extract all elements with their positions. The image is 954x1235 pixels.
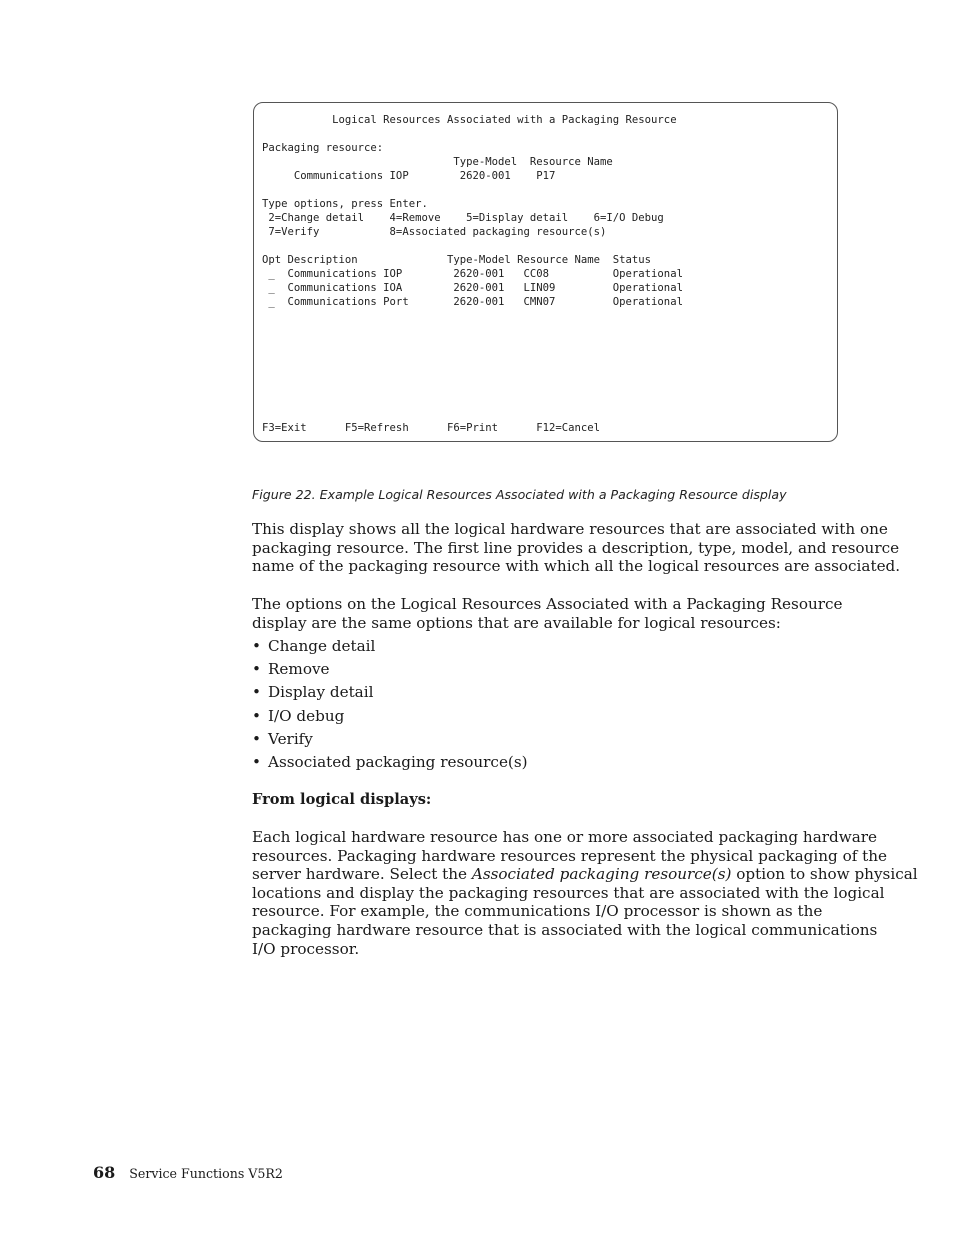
screen-title: Logical Resources Associated with a Packaging Resource xyxy=(262,114,677,126)
screen-line: Communications IOP 2620-001 P17 xyxy=(262,170,556,182)
list-item: • Change detail xyxy=(252,637,376,655)
screen-line: 2=Change detail 4=Remove 5=Display detail 6=I/O Debug xyxy=(262,212,664,224)
text-line: The options on the Logical Resources Associated with a Packaging Resource xyxy=(252,595,843,613)
function-keys: F3=Exit F5=Refresh F6=Print F12=Cancel xyxy=(262,422,601,434)
list-item: • Associated packaging resource(s) xyxy=(252,752,528,771)
table-row[interactable]: _ Communications IOA 2620-001 LIN09 Operational xyxy=(262,282,683,294)
footer-title: Service Functions V5R2 xyxy=(129,1166,283,1181)
option-name: Associated packaging resource(s) xyxy=(471,865,732,884)
text-line: This display shows all the logical hardware resources that are associated with one xyxy=(252,520,888,538)
list-item: • Remove xyxy=(252,660,330,679)
text-line: locations and display the packaging resources that are associated with the logical xyxy=(252,883,885,902)
list-item: • Display detail xyxy=(252,683,374,702)
text-line: I/O processor. xyxy=(252,939,360,958)
list-item: • I/O debug xyxy=(252,706,345,725)
screen-line: Type options, press Enter. xyxy=(262,198,428,210)
options-list xyxy=(252,636,528,775)
text-line: server hardware. Select the Associated packaging resource(s) option to show physical xyxy=(252,865,918,884)
text-line: resource. For example, the communications I/O processor is shown as the xyxy=(252,902,823,921)
text-line: packaging resource. The first line provides a description, type, model, and resource xyxy=(252,538,900,557)
screen-line: Packaging resource: xyxy=(262,142,384,154)
text-line: packaging hardware resource that is associated with the logical communications xyxy=(252,920,878,939)
paragraph-options xyxy=(252,595,847,632)
list-item: • Verify xyxy=(252,729,313,748)
screen-line: Type-Model Resource Name xyxy=(262,156,613,168)
page-footer xyxy=(93,1163,283,1183)
text-line: display are the same options that are available for logical resources: xyxy=(252,613,781,632)
text-line: Each logical hardware resource has one or more associated packaging hardware xyxy=(252,828,878,846)
figure-caption: Figure 22. Example Logical Resources Associated with a Packaging Resource display xyxy=(252,487,787,502)
paragraph-logical xyxy=(252,828,918,958)
section-heading: From logical displays: xyxy=(252,791,432,808)
table-row[interactable]: _ Communications Port 2620-001 CMN07 Operational xyxy=(262,296,683,308)
table-header: Opt Description Type-Model Resource Name Status xyxy=(262,254,652,266)
terminal-screen xyxy=(253,102,838,442)
page-number: 68 xyxy=(93,1163,116,1182)
paragraph-intro xyxy=(252,520,901,576)
text-line: resources. Packaging hardware resources represent the physical packaging of the xyxy=(252,846,888,865)
table-row[interactable]: _ Communications IOP 2620-001 CC08 Operational xyxy=(262,268,683,280)
text-line: name of the packaging resource with which all the logical resources are associated. xyxy=(252,557,901,576)
screen-line: 7=Verify 8=Associated packaging resource(s) xyxy=(262,226,607,238)
